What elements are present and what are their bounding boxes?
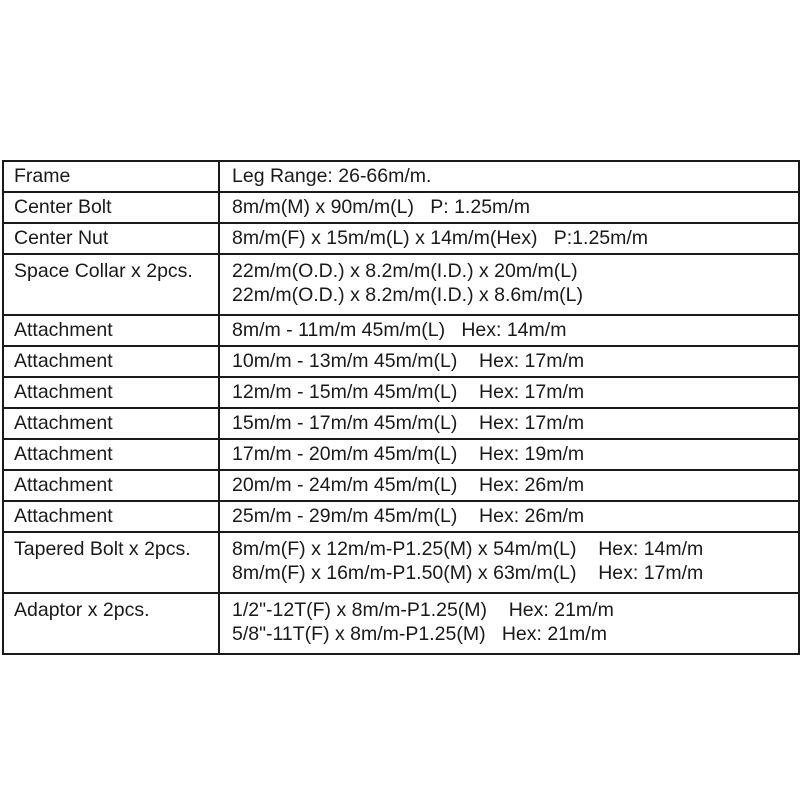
- spec-line: Leg Range: 26-66m/m.: [232, 165, 432, 187]
- part-name: Center Nut: [3, 223, 219, 254]
- part-spec: [219, 408, 799, 439]
- table-row: [3, 346, 799, 377]
- table-row: [3, 192, 799, 223]
- part-spec: [219, 192, 799, 223]
- spec-line: 20m/m - 24m/m 45m/m(L) Hex: 26m/m: [232, 474, 585, 496]
- spec-line: 15m/m - 17m/m 45m/m(L) Hex: 17m/m: [232, 412, 585, 434]
- table-row: [3, 161, 799, 192]
- spec-line: 8m/m - 11m/m 45m/m(L) Hex: 14m/m: [232, 319, 567, 341]
- table-row: [3, 223, 799, 254]
- part-name: Tapered Bolt x 2pcs.: [3, 532, 219, 593]
- table-row: [3, 408, 799, 439]
- spec-line: 8m/m(F) x 15m/m(L) x 14m/m(Hex) P:1.25m/m: [232, 227, 649, 249]
- spec-line: 8m/m(F) x 12m/m-P1.25(M) x 54m/m(L) Hex: 14m/m: [232, 538, 704, 560]
- spec-line: 10m/m - 13m/m 45m/m(L) Hex: 17m/m: [232, 350, 585, 372]
- part-name: Attachment: [3, 377, 219, 408]
- part-name: Attachment: [3, 439, 219, 470]
- spec-line: 5/8"-11T(F) x 8m/m-P1.25(M) Hex: 21m/m: [232, 623, 607, 645]
- specifications-table: [2, 160, 800, 655]
- part-spec: [219, 377, 799, 408]
- part-name: Center Bolt: [3, 192, 219, 223]
- table-row: [3, 501, 799, 532]
- table-row: [3, 377, 799, 408]
- part-spec: [219, 593, 799, 654]
- spec-line: 17m/m - 20m/m 45m/m(L) Hex: 19m/m: [232, 443, 585, 465]
- part-spec: [219, 501, 799, 532]
- part-spec: [219, 254, 799, 315]
- part-spec: [219, 470, 799, 501]
- spec-line: 8m/m(M) x 90m/m(L) P: 1.25m/m: [232, 196, 530, 218]
- part-name: Attachment: [3, 470, 219, 501]
- table-row: [3, 439, 799, 470]
- part-name: Adaptor x 2pcs.: [3, 593, 219, 654]
- part-spec: [219, 161, 799, 192]
- table-row: [3, 254, 799, 315]
- spec-line: 8m/m(F) x 16m/m-P1.50(M) x 63m/m(L) Hex: 17m/m: [232, 562, 704, 584]
- part-spec: [219, 315, 799, 346]
- part-spec: [219, 532, 799, 593]
- spec-line: 25m/m - 29m/m 45m/m(L) Hex: 26m/m: [232, 505, 585, 527]
- part-spec: [219, 346, 799, 377]
- part-name: Frame: [3, 161, 219, 192]
- part-name: Attachment: [3, 315, 219, 346]
- part-spec: [219, 223, 799, 254]
- spec-line: 22m/m(O.D.) x 8.2m/m(I.D.) x 20m/m(L): [232, 260, 578, 282]
- part-name: Attachment: [3, 346, 219, 377]
- spec-line: 12m/m - 15m/m 45m/m(L) Hex: 17m/m: [232, 381, 585, 403]
- part-name: Space Collar x 2pcs.: [3, 254, 219, 315]
- table-row: [3, 593, 799, 654]
- table-row: [3, 470, 799, 501]
- part-name: Attachment: [3, 501, 219, 532]
- part-spec: [219, 439, 799, 470]
- spec-line: 22m/m(O.D.) x 8.2m/m(I.D.) x 8.6m/m(L): [232, 284, 584, 306]
- table-row: [3, 315, 799, 346]
- spec-line: 1/2"-12T(F) x 8m/m-P1.25(M) Hex: 21m/m: [232, 599, 614, 621]
- part-name: Attachment: [3, 408, 219, 439]
- table-row: [3, 532, 799, 593]
